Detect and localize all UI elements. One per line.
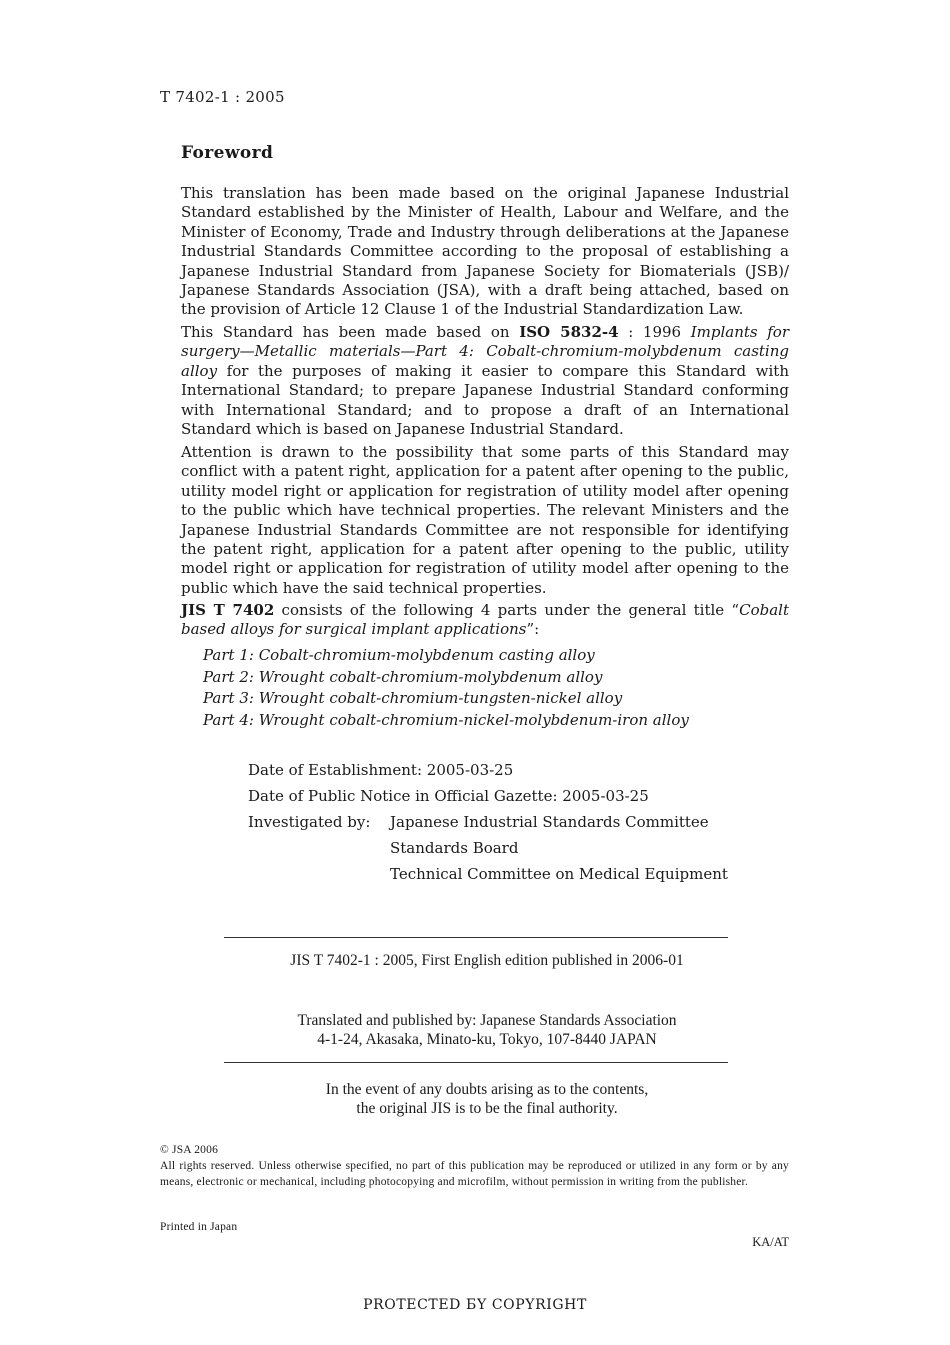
authority-line-2: the original JIS is to be the final authority. <box>356 1100 618 1117</box>
iso-reference: ISO 5832-4 <box>519 323 619 341</box>
investigated-label: Investigated by: <box>248 813 371 831</box>
printed-in: Printed in Japan <box>160 1221 238 1233</box>
divider <box>224 937 728 938</box>
investigated-by-technical-committee: Technical Committee on Medical Equipment <box>390 865 728 883</box>
paragraph-parts-intro <box>181 601 789 640</box>
p4-lead: consists of the following 4 parts under the general title “ <box>274 601 740 619</box>
authority-line-1: In the event of any doubts arising as to the contents, <box>325 1081 649 1098</box>
iso-year: : 1996 <box>618 323 691 341</box>
paragraph-translation-basis: This translation has been made based on the original Japanese Industrial Standard established by the Minister of Health, Labour and Welfare, and the Minister of Economy, Trade and Industry through deliberations at the Japanese Industrial Standards Committee according to the proposal of establishing a Japanese Industrial Standard from Japanese Society for Biomaterials (JSB)/ Japanese Standards Association (JSA), with a draft being attached, based on the provision of Article 12 Clause 1 of the Industrial Standardization Law. <box>181 184 789 319</box>
list-item: Part 4: Wrought cobalt-chromium-nickel-molybdenum-iron alloy <box>203 710 689 729</box>
p2-lead: This Standard has been made based on <box>181 323 520 341</box>
rights-reserved-notice: All rights reserved. Unless otherwise specified, no part of this publication may be reproduced or utilized in any form or by any means, electronic or mechanical, including photocopying and microfilm, without permission in writing from the publisher. <box>160 1160 789 1188</box>
copyright-line: © JSA 2006 <box>160 1144 219 1156</box>
p4-tail: ”: <box>526 620 540 639</box>
date-of-establishment: Date of Establishment: 2005-03-25 <box>248 761 514 779</box>
jis-reference: JIS T 7402 <box>181 601 275 619</box>
iso-title: Implants for surgery—Metallic materials—Part 4: Cobalt-chromium-molybdenum casting alloy <box>181 323 789 380</box>
divider <box>224 1062 728 1063</box>
edition-line: JIS T 7402-1 : 2005, First English edition published in 2006-01 <box>290 952 684 969</box>
general-title: Cobalt based alloys for surgical implant applications <box>181 601 789 639</box>
publisher-line-2: 4-1-24, Akasaka, Minato-ku, Tokyo, 107-8440 JAPAN <box>317 1031 657 1048</box>
page-title: Foreword <box>181 143 274 163</box>
paragraph-iso-basis <box>181 323 789 439</box>
list-item: Part 2: Wrought cobalt-chromium-molybdenum alloy <box>203 667 603 686</box>
date-of-public-notice: Date of Public Notice in Official Gazette: 2005-03-25 <box>248 787 649 805</box>
investigated-by-committee: Japanese Industrial Standards Committee <box>390 813 709 831</box>
paragraph-patent-notice: Attention is drawn to the possibility that some parts of this Standard may conflict with a patent right, application for a patent after opening to the public, utility model right or application for registration of utility model after opening to the public which have technical properties. The relevant Ministers and the Japanese Industrial Standards Committee are not responsible for identifying the patent right, application for a patent after opening to the public, utility model right or application for registration of utility model after opening to the public which have the said technical properties. <box>181 443 789 597</box>
list-item: Part 3: Wrought cobalt-chromium-tungsten-nickel alloy <box>203 689 623 707</box>
document-code: KA/AT <box>752 1235 789 1249</box>
copyright-footer: PROTECTED БY COPYRIGHT <box>363 1297 587 1313</box>
investigated-by-board: Standards Board <box>390 839 519 857</box>
p2-rest: for the purposes of making it easier to compare this Standard with International Standard; to prepare Japanese Industrial Standard conforming with International Standard; and to propose a draft of an International Standard which is based on Japanese Industrial Standard. <box>181 361 789 439</box>
parts-list <box>203 645 689 731</box>
list-item: Part 1: Cobalt-chromium-molybdenum casting alloy <box>203 646 595 664</box>
document-number: T 7402-1 : 2005 <box>160 88 285 106</box>
publisher-line-1: Translated and published by: Japanese Standards Association <box>297 1012 677 1029</box>
